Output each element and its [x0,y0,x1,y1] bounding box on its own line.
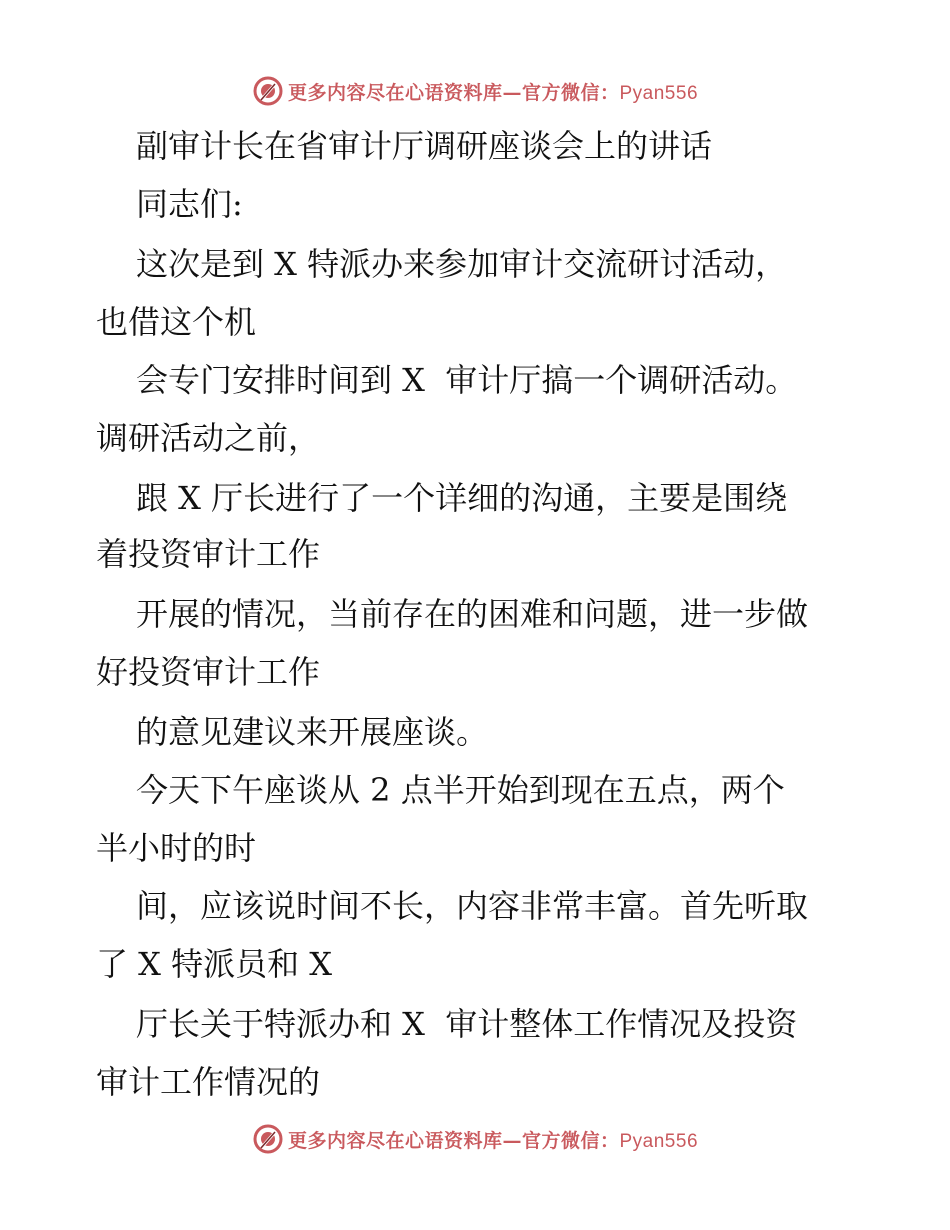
body-line: 今天下午座谈从 2 点半开始到现在五点，两个 [136,771,785,809]
body-line: 间，应该说时间不长，内容非常丰富。首先听取 [136,887,809,925]
banner-text: 更多内容尽在心语资料库—官方微信：Pyan556 [287,81,699,104]
footer-watermark-banner [0,1119,950,1159]
body-line: 好投资审计工作 [96,653,321,691]
document-title: 副审计长在省审计厅调研座谈会上的讲话 [136,127,713,165]
body-line: 这次是到 X 特派办来参加审计交流研讨活动， [136,245,788,283]
body-line: 的意见建议来开展座谈。 [136,713,489,751]
brand-logo-icon [252,1123,284,1155]
body-line: 了 X 特派员和 X [96,945,333,983]
banner-text: 更多内容尽在心语资料库—官方微信：Pyan556 [287,1129,699,1152]
body-line: 也借这个机 [96,303,257,341]
body-line: 跟 X 厅长进行了一个详细的沟通，主要是围绕 [136,479,788,517]
salutation: 同志们: [136,185,243,223]
body-line: 着投资审计工作 [96,535,321,573]
header-watermark-banner [0,71,950,111]
body-line: 开展的情况，当前存在的困难和问题，进一步做 [136,595,809,633]
body-line: 会专门安排时间到 X 审计厅搞一个调研活动。 [136,361,798,399]
body-line: 半小时的时 [96,829,257,867]
body-line: 审计工作情况的 [96,1063,321,1101]
brand-logo-icon [252,75,284,107]
body-line: 厅长关于特派办和 X 审计整体工作情况及投资 [136,1005,798,1043]
body-line: 调研活动之前， [96,419,321,457]
